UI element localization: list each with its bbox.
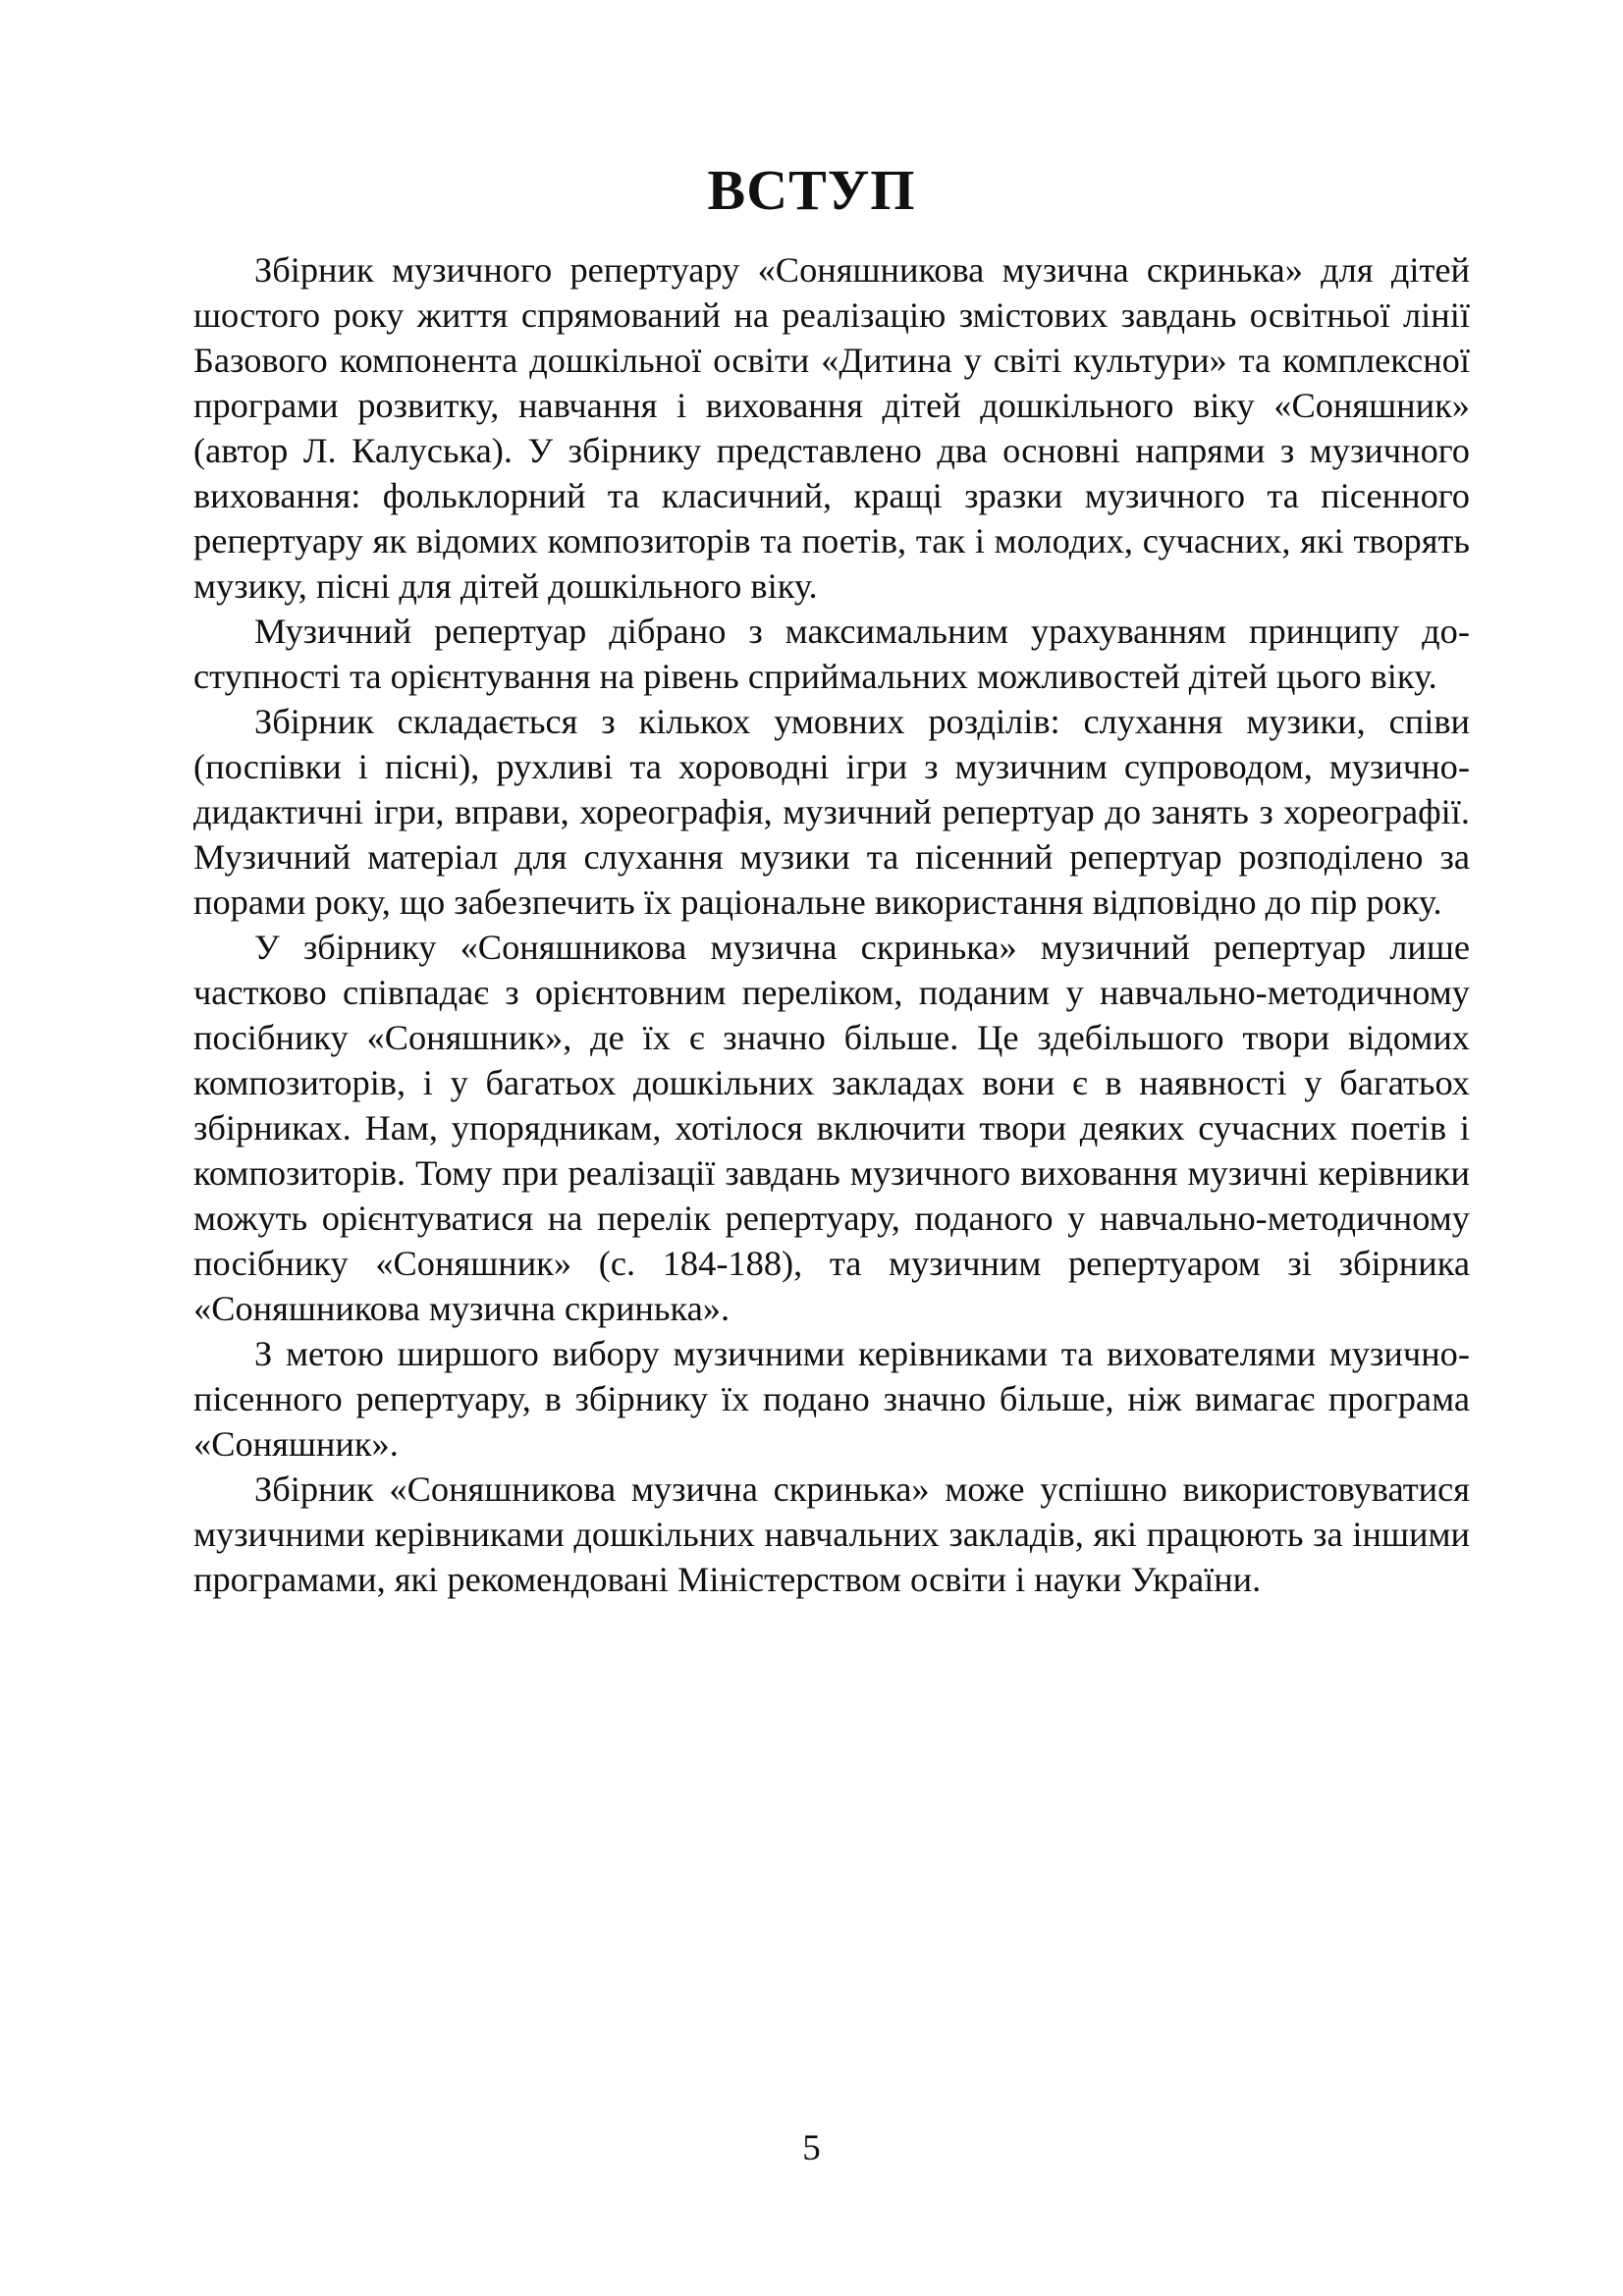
paragraph-6: Збірник «Соняшникова музична скринька» може успішно використовуватися музичними керівниками дошкільних навчальних закладів, які працюють за іншими програмами, які рекомендовані Міністерством освіти і науки України.	[193, 1469, 1470, 1599]
paragraph-1: Збірник музичного репертуару «Соняшникова музична скринька» для дітей шостого року життя спрямований на реалізацію змістових завдань освітньої лінії Базового компонента дошкільної освіти «Дитина у світі культури» та комплексної програми розвитку, навчання і виховання дітей дошкільного віку «Соняшник» (автор Л. Калуська). У збірнику представлено два основні напрями з музичного виховання: фольклорний та класичний, кращі зразки музичного та пісенного репертуару як відомих композиторів та поетів, так і молодих, сучасних, які творять музику, пісні для дітей дошкільного віку.	[193, 250, 1470, 606]
body-text	[193, 247, 1470, 1602]
paragraph-5: З метою ширшого вибору музичними керівниками та вихователями музично-пісенного репертуару, в збірнику їх подано значно більше, ніж вимагає програма «Соняшник».	[193, 1334, 1470, 1464]
paragraph-2: Музичний репертуар дібрано з максимальним урахуванням принципу доступності та орієнтування на рівень сприймальних можливостей дітей цього віку.	[193, 612, 1470, 696]
paragraph-4: У збірнику «Соняшникова музична скринька» музичний репертуар лише частково співпадає з орієнтовним переліком, поданим у навчально-методичному посібнику «Соняшник», де їх є значно більше. Це здебільшого твори відомих композиторів, і у багатьох дошкільних закладах вони є в наявності у багатьох збірниках. Нам, упорядникам, хотілося включити твори деяких сучасних поетів і композиторів. Тому при реалізації завдань музичного виховання музичні керівники можуть орієнтуватися на перелік репертуару, поданого у навчально-методичному посібнику «Соняшник» (с. 184-188), та музичним репертуаром зі збірника «Соняшникова музична скринька».	[193, 928, 1470, 1328]
page-number: 5	[802, 2128, 821, 2168]
paragraph-3: Збірник складається з кількох умовних розділів: слухання музики, співи (поспівки і пісні), рухливі та хороводні ігри з музичним супроводом, музично-дидактичні ігри, вправи, хореографія, музичний репертуар до занять з хореографії. Музичний матеріал для слухання музики та пісенний репертуар розподілено за порами року, що забезпечить їх раціональне використання відповідно до пір року.	[193, 702, 1470, 922]
page-title: ВСТУП	[707, 158, 916, 222]
